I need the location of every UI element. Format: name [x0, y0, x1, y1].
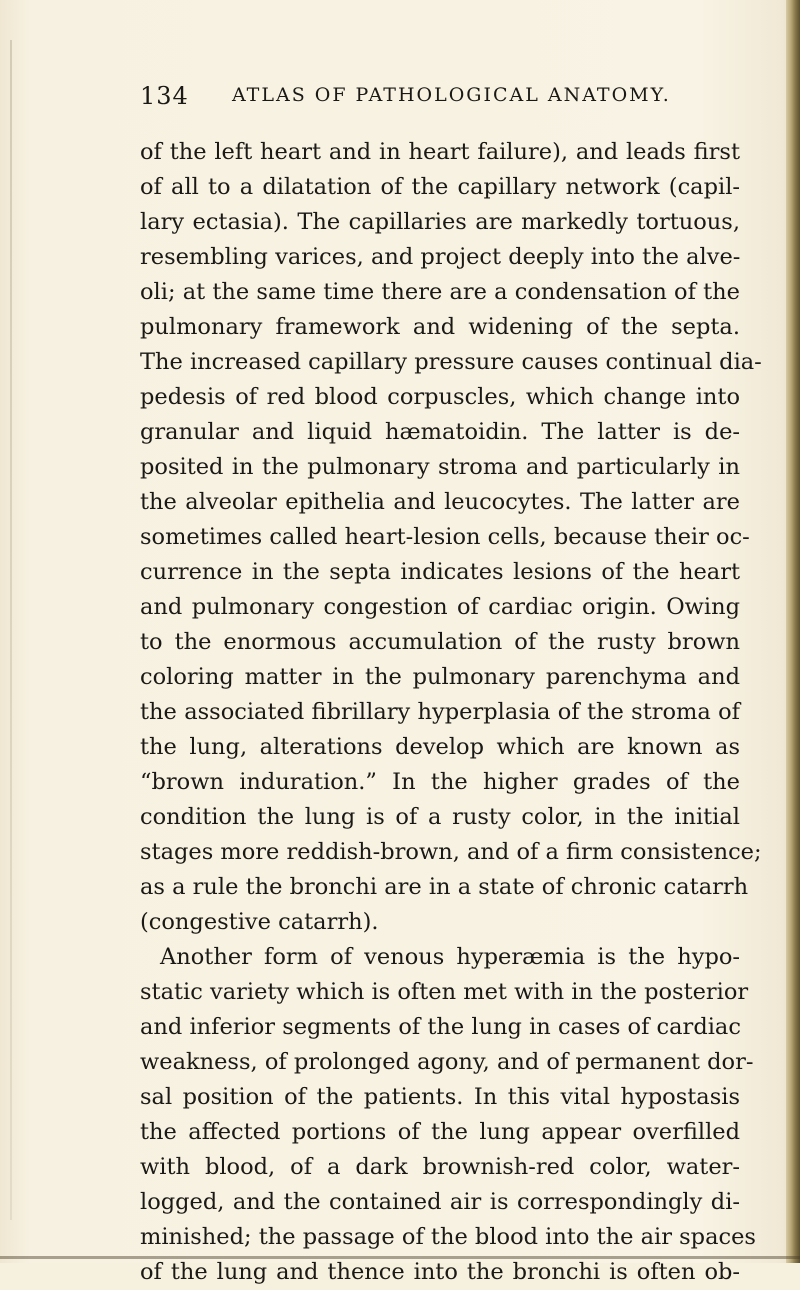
text-line: with blood, of a dark brownish-red color, water-: [140, 1154, 740, 1180]
paragraph-start-line: Another form of venous hyperæmia is the hypo-: [160, 944, 740, 970]
page-number: 134: [140, 82, 189, 110]
page-header: [140, 82, 740, 122]
text-line: lary ectasia). The capillaries are markedly tortuous,: [140, 209, 740, 235]
text-line: pedesis of red blood corpuscles, which change into: [140, 384, 740, 410]
text-line: currence in the septa indicates lesions of the heart: [140, 559, 740, 585]
text-line: logged, and the contained air is correspondingly di-: [140, 1189, 740, 1215]
text-line: weakness, of prolonged agony, and of permanent dor-: [140, 1049, 754, 1075]
text-line: posited in the pulmonary stroma and particularly in: [140, 454, 740, 480]
text-line: oli; at the same time there are a condensation of the: [140, 279, 740, 305]
text-line: coloring matter in the pulmonary parenchyma and: [140, 664, 740, 690]
text-line: sal position of the patients. In this vital hypostasis: [140, 1084, 740, 1110]
text-line: of all to a dilatation of the capillary network (capil-: [140, 174, 740, 200]
binding-gutter: [786, 0, 800, 1263]
text-line: the lung, alterations develop which are known as: [140, 734, 740, 760]
text-line: condition the lung is of a rusty color, in the initial: [140, 804, 740, 830]
running-head: ATLAS OF PATHOLOGICAL ANATOMY.: [232, 84, 671, 106]
body-text: [140, 135, 762, 1290]
text-line: stages more reddish-brown, and of a firm consistence;: [140, 839, 762, 865]
text-line: the alveolar epithelia and leucocytes. The latter are: [140, 489, 740, 515]
paragraph-end-line: (congestive catarrh).: [140, 909, 379, 935]
text-line: the associated fibrillary hyperplasia of the stroma of: [140, 699, 740, 725]
text-line: resembling varices, and project deeply into the alve-: [140, 244, 741, 270]
text-line: and pulmonary congestion of cardiac origin. Owing: [140, 594, 740, 620]
text-line: of the lung and thence into the bronchi is often ob-: [140, 1259, 740, 1285]
page-edge-shadow: [10, 40, 12, 1220]
text-line: of the left heart and in heart failure), and leads first: [140, 139, 740, 165]
text-line: static variety which is often met with in the posterior: [140, 979, 749, 1005]
text-line: pulmonary framework and widening of the septa.: [140, 314, 740, 340]
text-line: The increased capillary pressure causes continual dia-: [140, 349, 762, 375]
text-line: as a rule the bronchi are in a state of chronic catarrh: [140, 874, 749, 900]
text-line: minished; the passage of the blood into the air spaces: [140, 1224, 756, 1250]
text-line: the affected portions of the lung appear overfilled: [140, 1119, 740, 1145]
text-line: granular and liquid hæmatoidin. The latter is de-: [140, 419, 740, 445]
text-line: to the enormous accumulation of the rusty brown: [140, 629, 740, 655]
text-line: “brown induration.” In the higher grades of the: [140, 769, 740, 795]
text-line: and inferior segments of the lung in cases of cardiac: [140, 1014, 741, 1040]
text-line: sometimes called heart-lesion cells, because their oc-: [140, 524, 750, 550]
